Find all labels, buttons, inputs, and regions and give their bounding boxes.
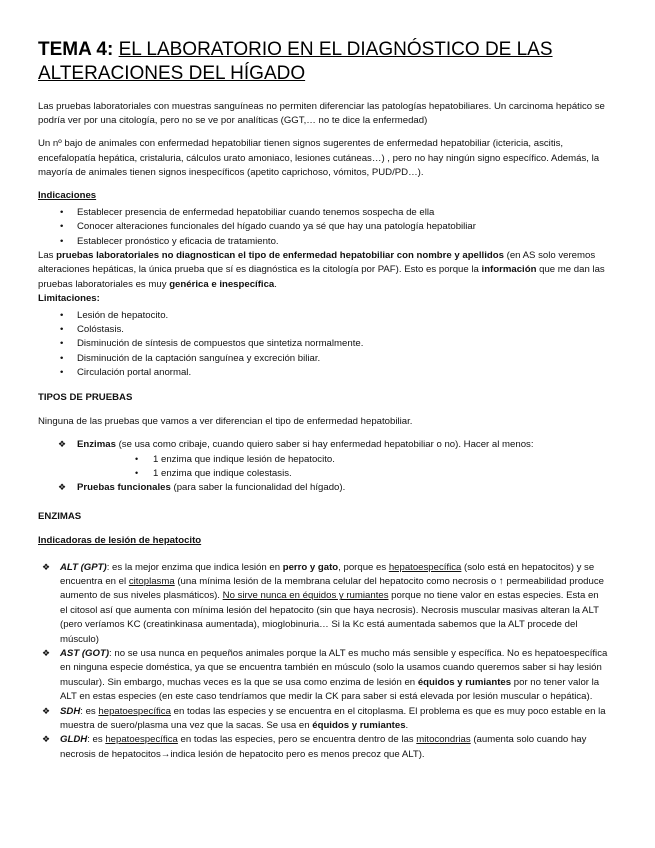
funcionales-label: Pruebas funcionales	[77, 482, 171, 494]
list-item: • Lesión de hepatocito.	[38, 309, 608, 323]
list-item: • Conocer alteraciones funcionales del hígado cuando ya sé que hay una patología hepatobiliar	[38, 220, 608, 234]
list-item: • Circulación portal anormal.	[38, 366, 608, 380]
limitaciones-heading: Limitaciones:	[38, 293, 100, 305]
text-run: en todas las especies, pero se encuentra dentro de las	[177, 734, 417, 746]
enzyme-label: GLDH	[60, 734, 88, 746]
list-item-ast	[38, 647, 608, 705]
text-run: : es	[80, 705, 99, 717]
enzimas-subheading: Indicadoras de lesión de hepatocito	[38, 535, 202, 547]
bold-run: équidos y rumiantes	[312, 719, 406, 731]
text-run: , porque es	[338, 561, 389, 573]
text-run: (para saber la funcionalidad del hígado).	[170, 482, 346, 494]
text-run: (aumenta solo cuando hay necrosis de hepatocitos→indica lesión de hepatocito pero es menos precoz que ALT).	[60, 734, 587, 760]
intro-paragraph-2: Un nº bajo de animales con enfermedad hepatobiliar tienen signos sugerentes de enfermedad hepatobiliar (ictericia, ascitis, encefalopatía hepática, cristaluria, cálculos urato amoniaco, lesiones cutáneas…) , pero no hay ningún signo específico. Además, la mayoría de animales tienen signos inespecíficos (apetito caprichoso, vómitos, PUD/PD…).	[38, 138, 600, 179]
enzimas-sublist	[77, 453, 608, 482]
text-run: .	[274, 278, 277, 290]
intro-paragraph-1: Las pruebas laboratoriales con muestras sanguíneas no permiten diferenciar las patologías hepatobiliares. Un carcinoma hepático se podría ver por una citología, pero no se ve por analíticas (GGT,… no te dice la enfermedad)	[38, 100, 605, 126]
enzyme-label: ALT (GPT)	[60, 561, 107, 573]
list-item	[38, 438, 608, 481]
list-item-sdh	[38, 705, 608, 734]
text-run: que me dan las pruebas laboratoriales es muy	[38, 264, 605, 290]
list-item-alt	[38, 561, 608, 647]
underline-run: citoplasma	[128, 576, 175, 588]
list-item: • Establecer presencia de enfermedad hepatobiliar cuando tenemos sospecha de ella	[38, 206, 608, 220]
text-run: (en AS solo veremos alteraciones hepáticas, la única prueba que sí es diagnóstica es la citología por PAF). Esto es porque la	[38, 250, 596, 276]
enzimas-label: Enzimas	[77, 439, 116, 451]
list-item: • Establecer pronóstico y eficacia de tratamiento.	[38, 235, 608, 249]
tipos-heading: TIPOS DE PRUEBAS	[38, 391, 133, 403]
text-run: (una mínima lesión de la membrana celular del hepatocito como necrosis o ↑ permeabilidad produce aumento de sus niveles plasmáticos).	[60, 576, 604, 602]
list-item: • Disminución de la captación sanguínea y excreción biliar.	[38, 352, 608, 366]
pruebas-paragraph	[38, 249, 608, 292]
list-item: • 1 enzima que indique colestasis.	[77, 467, 608, 481]
text-run: en todas las especies y se encuentra en el citoplasma. El problema es que es muy poco estable en la muestra de suero/plasma una vez que la sacas. Se usa en	[60, 705, 606, 731]
text-run: : es	[87, 734, 106, 746]
list-item: • 1 enzima que indique lesión de hepatocito.	[77, 453, 608, 467]
text-run: porque no tiene valor en estas especies. Esta en el citosol así que aumenta con mínima lesión del hepatocito (sin que haya necrosis). Necrosis muscular masivas alteran la ALT (pero veríamos KC (creatinkinasa aumentada), mioglobinuria… Si la Kc está aumentada sabemos que la ALT procede del músculo)	[60, 590, 599, 645]
text-run: Las	[38, 250, 57, 262]
enzimas-list	[38, 561, 608, 762]
bold-run: équidos y rumiantes	[417, 676, 512, 688]
underline-run: mitocondrias	[416, 734, 471, 746]
text-run: : no se usa nunca en pequeños animales porque la ALT es mucho más sensible y específica. No es hepatoespecífica en ninguna especie doméstica, ya que se encuentra también en músculo (solo la usamos cuando queremos saber si hay lesión muscular). Sin embargo, muchas veces es la que se usa como enzima de lesión en	[60, 648, 608, 688]
list-item	[38, 481, 608, 495]
bold-run: información	[481, 264, 537, 276]
underline-run: hepatoespecífica	[98, 705, 171, 717]
underline-run: hepatoespecífica	[105, 734, 178, 746]
bold-run: genérica e inespecífica	[169, 278, 275, 290]
title-number: TEMA 4:	[38, 39, 114, 60]
limitaciones-list	[38, 309, 608, 381]
list-item: • Disminución de síntesis de compuestos que sintetiza normalmente.	[38, 337, 608, 351]
page-title	[38, 38, 608, 86]
tipos-intro: Ninguna de las pruebas que vamos a ver diferencian el tipo de enfermedad hepatobiliar.	[38, 415, 413, 427]
document-page	[38, 38, 608, 762]
underline-run: No sirve nunca en équidos y rumiantes	[222, 590, 389, 602]
bold-run: pruebas laboratoriales no diagnostican el tipo de enfermedad hepatobiliar con nombre y apellidos	[56, 250, 504, 262]
text-run: (se usa como cribaje, cuando quiero saber si hay enfermedad hepatobiliar o no). Hacer al menos:	[115, 439, 534, 451]
text-run: por no tener valor la ALT en estas especies (en este caso tendríamos que medir la CK para saber si está elevada por lesión muscular o hepática).	[60, 676, 600, 703]
tipos-list	[38, 438, 608, 496]
bold-run: perro y gato	[282, 561, 339, 573]
list-item-gldh	[38, 733, 608, 762]
indicaciones-list	[38, 206, 608, 249]
text-run: (solo está en hepatocitos) y se encuentra en el	[60, 561, 595, 588]
underline-run: hepatoespecífica	[388, 561, 462, 573]
indicaciones-heading: Indicaciones	[38, 190, 97, 202]
enzimas-heading: ENZIMAS	[38, 510, 82, 522]
text-run: .	[405, 719, 409, 731]
text-run: : es la mejor enzima que indica lesión en	[106, 561, 283, 573]
list-item: • Colóstasis.	[38, 323, 608, 337]
enzyme-label: AST (GOT)	[60, 648, 110, 659]
title-text: EL LABORATORIO EN EL DIAGNÓSTICO DE LAS ALTERACIONES DEL HÍGADO	[38, 39, 553, 84]
enzyme-label: SDH	[60, 705, 81, 717]
